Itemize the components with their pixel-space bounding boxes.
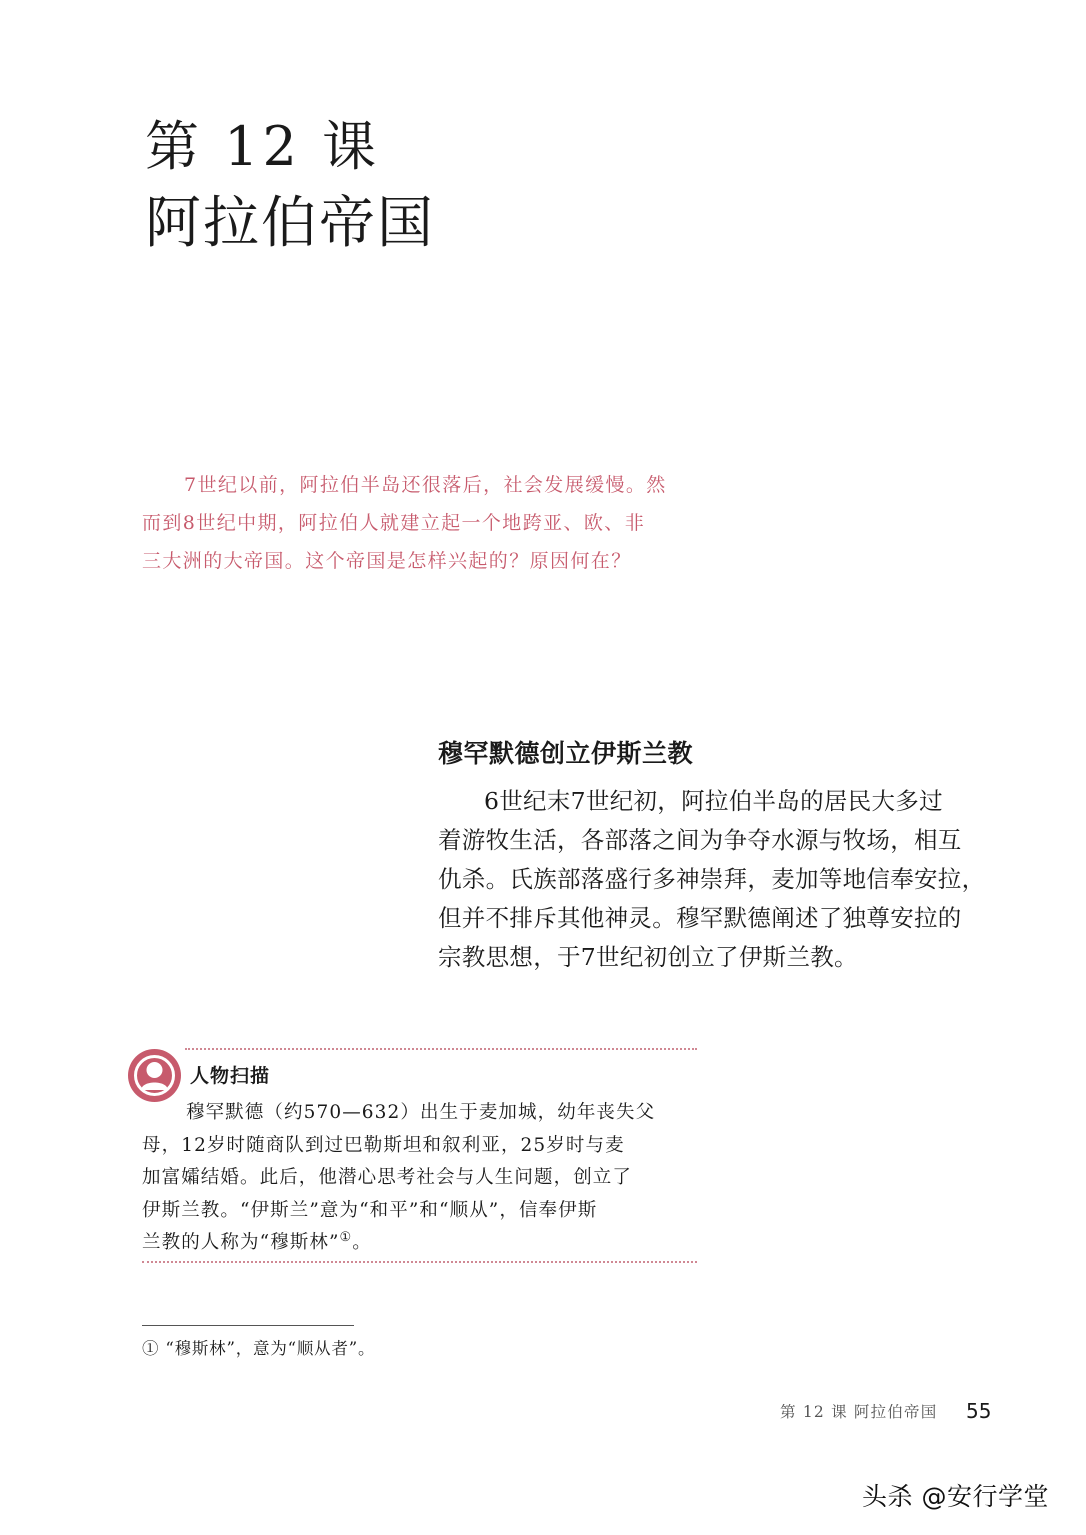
intro-line: 三大洲的大帝国。这个帝国是怎样兴起的？原因何在？	[142, 550, 632, 572]
section-paragraph	[438, 782, 994, 977]
section-line: 宗教思想，于7世纪初创立了伊斯兰教。	[438, 943, 858, 971]
profile-line: 母，12岁时随商队到过巴勒斯坦和叙利亚，25岁时与麦	[142, 1134, 625, 1156]
watermark: 头杀 @安行学堂	[862, 1482, 1049, 1511]
footnote-reference[interactable]: ①	[339, 1229, 353, 1245]
profile-heading: 人物扫描	[190, 1065, 271, 1087]
running-head: 第 12 课 阿拉伯帝国	[780, 1403, 938, 1421]
lesson-title: 阿拉伯帝国	[145, 191, 435, 256]
section-line: 仇杀。氏族部落盛行多神崇拜，麦加等地信奉安拉，	[438, 865, 986, 893]
section-line: 着游牧生活，各部落之间为争夺水源与牧场，相互	[438, 826, 962, 854]
intro-paragraph	[142, 466, 700, 580]
profile-line: 兰教的人称为“穆斯林”	[142, 1232, 340, 1253]
intro-line: 而到8世纪中期，阿拉伯人就建立起一个地跨亚、欧、非	[142, 512, 646, 534]
profile-end-punct: 。	[352, 1232, 372, 1253]
profile-paragraph	[142, 1097, 697, 1260]
profile-line: 伊斯兰教。“伊斯兰”意为“和平”和“顺从”，信奉伊斯	[142, 1199, 598, 1221]
footnote: ① “穆斯林”，意为“顺从者”。	[142, 1339, 376, 1358]
person-icon	[128, 1049, 181, 1102]
profile-line: 加富孀结婚。此后，他潜心思考社会与人生问题，创立了	[142, 1167, 633, 1188]
section-line: 6世纪末7世纪初，阿拉伯半岛的居民大多过	[484, 787, 943, 815]
person-icon-graphic	[128, 1049, 181, 1102]
intro-line: 7世纪以前，阿拉伯半岛还很落后，社会发展缓慢。然	[184, 474, 667, 496]
profile-bottom-divider	[142, 1261, 697, 1263]
lesson-number: 第 12 课	[145, 115, 381, 178]
profile-top-divider	[185, 1048, 697, 1050]
profile-line: 穆罕默德（约570—632）出生于麦加城，幼年丧失父	[186, 1102, 656, 1123]
footnote-rule	[142, 1325, 354, 1326]
section-heading: 穆罕默德创立伊斯兰教	[438, 739, 694, 768]
page-number: 55	[966, 1399, 992, 1423]
section-line: 但并不排斥其他神灵。穆罕默德阐述了独尊安拉的	[438, 904, 962, 932]
